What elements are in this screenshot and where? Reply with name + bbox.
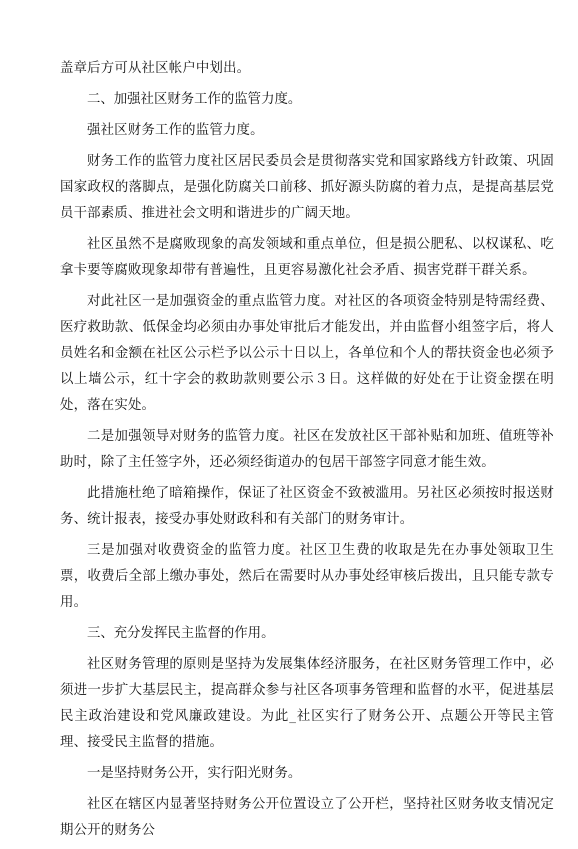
- subsection-heading: 一是坚持财务公开，实行阳光财务。: [87, 766, 302, 781]
- paragraph: 此措施杜绝了暗箱操作，保证了社区资金不致被滥用。另社区必须按时报送财务、统计报表，接受办事处财政科和有关部门的财务审计。: [60, 486, 554, 527]
- paragraph: 社区虽然不是腐败现象的高发领域和重点单位，但是损公肥私、以权谋私、吃拿卡要等腐败现象却带有普遍性，且更容易激化社会矛盾、损害党群干群关系。: [60, 237, 554, 278]
- paragraph: 对此社区一是加强资金的重点监管力度。对社区的各项资金特别是特需经费、医疗救助款、低保金均必须由办事处审批后才能发出，并由监督小组签字后，将人员姓名和金额在社区公示栏予以公示十日以上，各单位和个人的帮扶资金也必须予以上墙公示，红十字会的救助款则要公示３日。这样做的好处在于让资金摆在明处，落在实处。: [60, 294, 554, 413]
- section-heading: 二、加强社区财务工作的监管力度。: [87, 92, 302, 107]
- paragraph: 强社区财务工作的监管力度。: [87, 123, 264, 138]
- paragraph: 社区在辖区内显著坚持财务公开位置设立了公开栏，坚持社区财务收支情况定期公开的财务公: [60, 797, 554, 838]
- document-body: [60, 56, 554, 849]
- paragraph: 盖章后方可从社区帐户中划出。: [60, 61, 251, 76]
- paragraph: 二是加强领导对财务的监管力度。社区在发放社区干部补贴和加班、值班等补助时，除了主任签字外，还必须经街道办的包居干部签字同意才能生效。: [60, 429, 554, 470]
- paragraph: 社区财务管理的原则是坚持为发展集体经济服务，在社区财务管理工作中，必须进一步扩大基层民主，提高群众参与社区各项事务管理和监督的水平，促进基层民主政治建设和党风廉政建设。为此_社区实行了财务公开、点题公开等民主管理、接受民主监督的措施。: [60, 657, 554, 750]
- paragraph: 财务工作的监管力度社区居民委员会是贯彻落实党和国家路线方针政策、巩固国家政权的落脚点，是强化防腐关口前移、抓好源头防腐的着力点，是提高基层党员干部素质、推进社会文明和谐进步的广阔天地。: [60, 154, 554, 221]
- paragraph: 三是加强对收费资金的监管力度。社区卫生费的收取是先在办事处领取卫生票，收费后全部上缴办事处，然后在需要时从办事处经审核后拨出，且只能专款专用。: [60, 543, 554, 610]
- section-heading: 三、充分发挥民主监督的作用。: [87, 626, 275, 641]
